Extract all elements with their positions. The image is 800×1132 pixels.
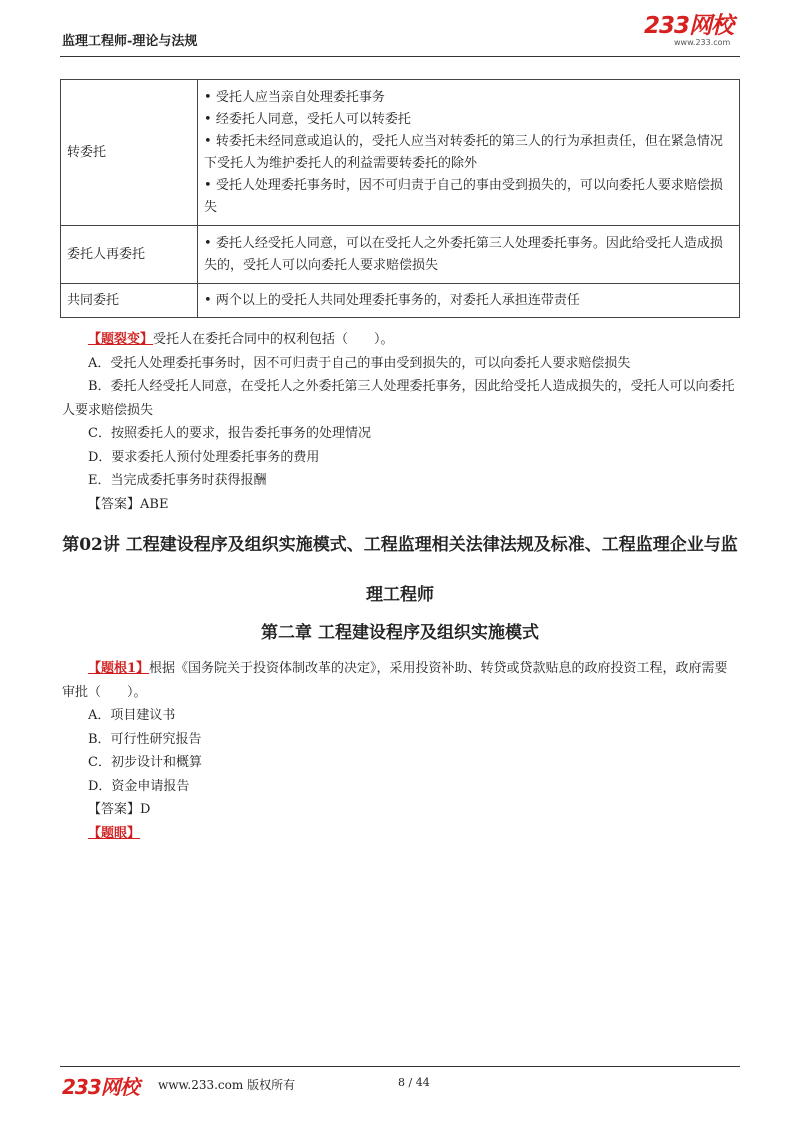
logo-text: 233网校 <box>644 13 734 39</box>
brand-logo[interactable] <box>644 14 736 48</box>
list-item: • 转委托未经同意或追认的，受托人应当对转委托的第三人的行为承担责任，但在紧急情况下受托人为维护委托人的利益需要转委托的除外 <box>204 131 733 175</box>
row-label: 共同委托 <box>61 284 198 318</box>
page-number: 8 / 44 <box>398 1076 430 1089</box>
list-item: • 受托人处理委托事务时，因不可归责于自己的事由受到损失的，可以向委托人要求赔偿损失 <box>204 175 733 219</box>
option-b: B．委托人经受托人同意，在受托人之外委托第三人处理委托事务，因此给受托人造成损失的，受托人可以向委托人要求赔偿损失 <box>62 379 735 418</box>
question-stem-line <box>62 657 738 704</box>
option-c: C．初步设计和概算 <box>88 755 202 770</box>
option-c: C．按照委托人的要求，报告委托事务的处理情况 <box>88 426 371 441</box>
row-content <box>198 80 740 226</box>
eye-tag: 【题眼】 <box>88 825 141 841</box>
option-b: B．可行性研究报告 <box>88 731 202 747</box>
table-row <box>61 284 740 318</box>
option-d: D．要求委托人预付处理委托事务的费用 <box>88 449 320 465</box>
eye-tag-line <box>62 822 738 846</box>
logo-url: www.233.com <box>674 38 731 47</box>
option-a: A．项目建议书 <box>88 708 176 723</box>
row-content <box>198 226 740 284</box>
row-label: 委托人再委托 <box>61 226 198 284</box>
question-root <box>62 657 738 845</box>
question-variant <box>62 328 738 516</box>
option-a: A．受托人处理委托事务时，因不可归责于自己的事由受到损失的，可以向委托人要求赔偿损失 <box>88 355 631 371</box>
answer: 【答案】D <box>88 802 151 817</box>
option-e: E．当完成委托事务时获得报酬 <box>88 473 267 488</box>
list-item: • 两个以上的受托人共同处理委托事务的，对委托人承担连带责任 <box>204 290 733 312</box>
list-item: • 受托人应当亲自处理委托事务 <box>204 87 733 109</box>
list-item: • 经委托人同意，受托人可以转委托 <box>204 109 733 131</box>
row-content <box>198 284 740 318</box>
variant-tag: 【题裂变】 <box>88 332 154 347</box>
lecture-title: 第02讲 工程建设程序及组织实施模式、工程监理相关法律法规及标准、工程监理企业与监理工程师 <box>62 535 738 605</box>
row-label: 转委托 <box>61 80 198 226</box>
question-stem-line <box>62 328 738 352</box>
root-tag: 【题根1】 <box>88 661 150 676</box>
table-row <box>61 80 740 226</box>
answer: 【答案】ABE <box>88 496 169 512</box>
footer-divider <box>60 1066 740 1067</box>
question-stem: 根据《国务院关于投资体制改革的决定》，采用投资补助、转贷或贷款贴息的政府投资工程，政府需要审批（ ）。 <box>62 661 728 700</box>
question-stem: 受托人在委托合同中的权利包括（ ）。 <box>153 332 394 347</box>
list-item: • 委托人经受托人同意，可以在受托人之外委托第三人处理委托事务。因此给受托人造成损失的，受托人可以向委托人要求赔偿损失 <box>204 233 733 277</box>
header-title: 监理工程师-理论与法规 <box>62 34 198 49</box>
option-d: D．资金申请报告 <box>88 778 190 794</box>
footer-copyright: www.233.com 版权所有 <box>158 1078 296 1092</box>
table-row <box>61 226 740 284</box>
footer-logo[interactable]: 233网校 <box>62 1075 139 1099</box>
entrustment-table <box>60 79 740 318</box>
header-divider <box>60 56 740 57</box>
chapter-title: 第二章 工程建设程序及组织实施模式 <box>261 623 539 643</box>
